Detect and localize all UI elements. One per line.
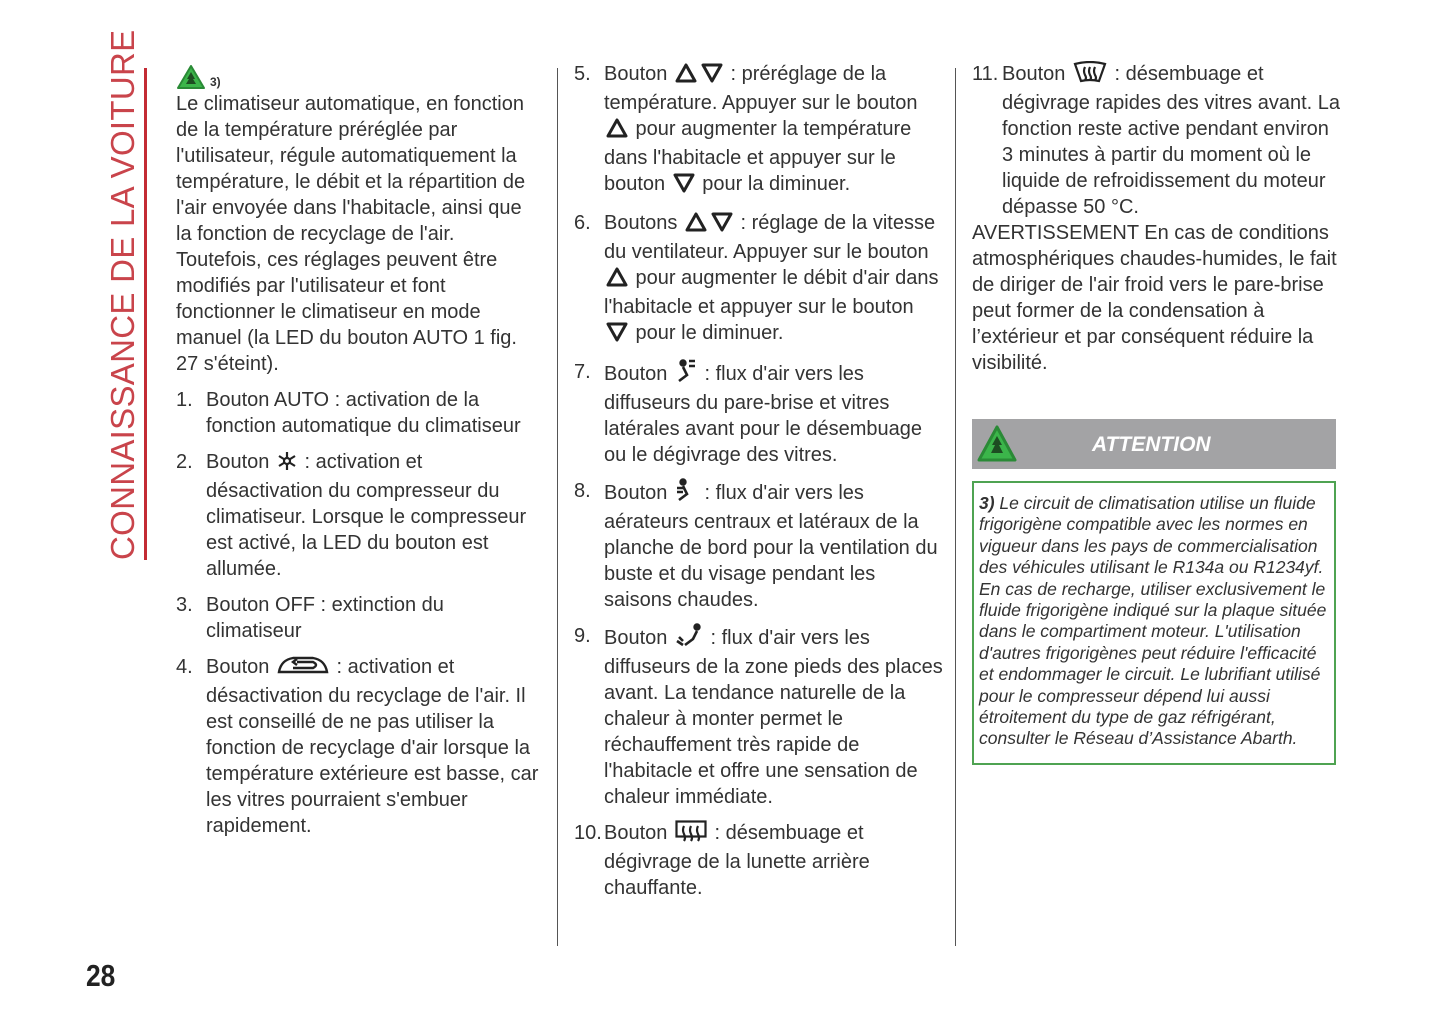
page-number: 28 [86,958,116,993]
environment-warning-icon [976,424,1018,464]
attention-reference [176,61,541,93]
item-text: pour la diminuer. [696,173,851,195]
triangle-up-icon [685,212,707,239]
triangle-down-icon [701,63,723,90]
item-text: Bouton AUTO : activation de la fonction automatique du climatiseur [206,389,521,437]
column-2 [574,61,944,901]
item-number: 9. [574,625,591,647]
airflow-feet-icon [675,623,703,654]
list-item [972,61,1342,220]
item-number: 7. [574,361,591,383]
triangle-down-icon [606,322,628,349]
list-item [176,592,541,644]
item-text: : activation et désactivation du compresseur du climatiseur. Lorsque le compresseur est activé, la LED du bouton est allumée. [206,451,527,580]
item-text: : réglage de la vitesse du ventilateur. Appuyer sur le bouton [604,212,936,263]
column-1 [176,61,541,839]
airflow-windscreen-icon [675,359,697,390]
column-3 [972,61,1342,765]
environment-warning-icon [176,64,206,90]
reference-number: 3) [210,75,221,89]
item-text: pour augmenter le débit d'air dans l'habitacle et appuyer sur le bouton [604,267,939,318]
triangle-up-icon [606,267,628,294]
intro-paragraph: Le climatiseur automatique, en fonction de la température préréglée par l'utilisateur, régule automatiquement la température, le débit et la répartition de l'air envoyée dans l'habitacle, ainsi que la fonction de recyclage de l'air. Toutefois, ces réglages peuvent être modifiés par l'utilisateur et font fonctionner le climatiseur en mode manuel (la LED du bouton AUTO 1 fig. 27 s'éteint). [176,93,526,375]
warning-paragraph: AVERTISSEMENT En cas de conditions atmosphériques chaudes-humides, le fait de diriger de l'air froid vers le pare-brise peut former de la condensation à l’extérieur et par conséquent réduire la visibilité. [972,222,1337,374]
list-item [574,820,944,901]
column-divider [955,68,956,946]
item-number: 11. [972,63,999,85]
list-item [176,387,541,439]
item-text: : activation et désactivation du recyclage de l'air. Il est conseillé de ne pas utiliser la fonction de recyclage d'air lorsque la température extérieure est basse, car les vitres pourraient s'embuer rapidement. [206,656,539,837]
item-number: 10. [574,822,602,844]
attention-text: Le circuit de climatisation utilise un fluide frigorigène compatible avec les normes en vigueur dans les pays de commercialisation des véhicules utilisant le R134a ou R1234yf. En cas de recharge, utiliser exclusivement le fluide frigorigène indiqué sur la plaque située dans le compartiment moteur. L'utilisation d'autres frigorigènes peut réduire l'efficacité et endommager le circuit. Le lubrifiant utilisé pour le compresseur dépend lui aussi étroitement du type de gaz réfrigérant, consulter le Réseau d’Assistance Abarth. [979,493,1327,749]
item-text: : flux d'air vers les diffuseurs du pare-brise et vitres latérales avant pour le désembuage ou le dégivrage des vitres. [604,363,922,466]
attention-title: ATTENTION [1092,433,1211,456]
button-list [176,387,541,839]
item-text: : flux d'air vers les diffuseurs de la zone pieds des places avant. La tendance naturelle de la chaleur à monter permet le réchauffement très rapide de l'habitacle et offre une sensation de chaleur immédiate. [604,627,943,808]
item-text: Bouton [206,451,275,473]
item-number: 4. [176,656,193,678]
item-text: Bouton [604,482,673,504]
item-number: 2. [176,451,193,473]
triangle-up-icon [675,63,697,90]
triangle-down-icon [673,173,695,200]
attention-box [972,481,1336,765]
airflow-face-icon [675,478,697,509]
item-text: Bouton [604,63,673,85]
list-item [574,359,944,468]
item-text: : flux d'air vers les aérateurs centraux et latéraux de la planche de bord pour la ventilation du buste et du visage pendant les saisons chaudes. [604,482,938,611]
triangle-down-icon [711,212,733,239]
attention-header [972,419,1336,469]
item-text: Boutons [604,212,683,234]
item-text: Bouton OFF : extinction du climatiseur [206,594,444,642]
item-text: Bouton [604,627,673,649]
item-text: Bouton [206,656,275,678]
snowflake-icon [277,451,297,478]
item-number: 8. [574,480,591,502]
item-text: : désembuage et dégivrage de la lunette arrière chauffante. [604,822,870,899]
item-number: 3. [176,594,193,616]
list-item [574,210,944,349]
rear-defrost-icon [675,820,707,849]
item-text: Bouton [604,363,673,385]
column-divider [557,68,558,946]
item-text: pour le diminuer. [630,322,784,344]
section-title: CONNAISSANCE DE LA VOITURE [104,29,141,560]
list-item [574,478,944,613]
item-text: : préréglage de la température. Appuyer sur le bouton [604,63,918,114]
triangle-up-icon [606,118,628,145]
item-number: 5. [574,63,591,85]
item-text: Bouton [604,822,673,844]
list-item [574,61,944,200]
item-number: 1. [176,389,193,411]
item-text: pour augmenter la température dans l'habitacle et appuyer sur le bouton [604,118,912,195]
button-list [574,61,944,901]
front-defrost-icon [1073,61,1107,90]
list-item [574,623,944,810]
item-text: : désembuage et dégivrage rapides des vitres avant. La fonction reste active pendant environ 3 minutes à partir du moment où le liquide de refroidissement du moteur dépasse 50 °C. [1002,63,1340,218]
recirculation-icon [277,654,329,683]
button-list [972,61,1342,220]
attention-ref: 3) [979,493,995,513]
list-item [176,449,541,582]
list-item [176,654,541,839]
item-text: Bouton [1002,63,1071,85]
section-bar [144,68,147,560]
item-number: 6. [574,212,591,234]
